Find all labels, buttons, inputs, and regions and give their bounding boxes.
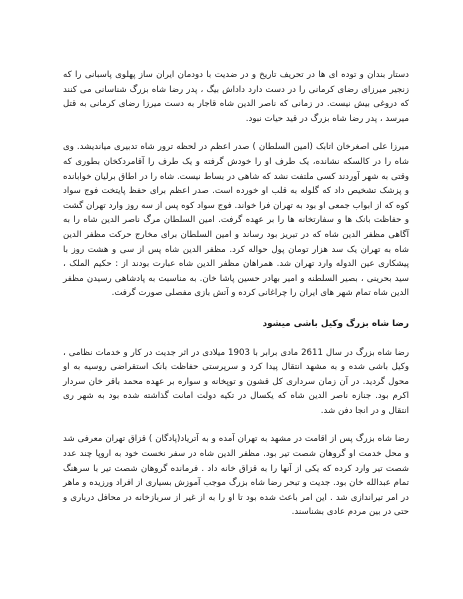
section-heading: رضا شاه بزرگ وکیل باشی میشود xyxy=(262,318,409,329)
paragraph-1: دستار بندان و توده ای ها در تحریف تاریخ و در ضدیت با دودمان ایران ساز پهلوی پاسبانی را که زنجیر میرزای رضای کرمانی را در دست دارد داداش بیگ ، پدر رضا شاه بزرگ شناسانی می کنند که دروغی بیش نیست. در زمانی که ناصر الدین شاه قاجار به دست میرزا رضای کرمانی به قتل میرسد ، پدر رضا شاه بزرگ در قید حیات نبود. xyxy=(63,70,409,124)
paragraph-2: میرزا علی اصغرخان اتابک (امین السلطان ) صدر اعظم در لحظه ترور شاه تدبیری میاندیشد. وی شاه را در کالسکه نشانده، یک طرف او را خودش گرفته و یک طرف را آقامردکخان بطوری که وقتی به شهر آوردند کسی ملتفت نشد که شاهی در بساط نیست. شاه را در اطاق برلیان خوابانده و پزشک تشخیص داد که گلوله به قلب او خورده است. صدر اعظم برای حفظ پایتخت فوج سواد کوه که از ابواب جمعی او بود به تهران فرا خواند. فوج سواد کوه پس از سه روز وارد تهران گشت و حفاظت بانک ها و سفارتخانه ها را بر عهده گرفت. امین السلطان مرگ ناصر الدین شاه را به آگاهی مظفر الدین شاه که در تبریز بود رساند و امین السلطان برای مخارج حرکت مظفر الدین شاه به تهران یک سد هزار تومان پول حواله کرد. مظفر الدین شاه پس از سی و هشت روز با پیشکاری عین الدوله وارد تهران شد. همراهان مظفر الدین شاه عبارت بودند از : حکیم الملک ، سید بحرینی ، بصیر السلطنه و امیر بهادر حسین پاشا خان. به مناسبت به پادشاهی رسیدن مظفر الدین شاه تمام شهر های ایران را چراغانی کرده و آتش بازی مفصلی صورت گرفت. xyxy=(63,142,409,299)
paragraph-3: رضا شاه بزرگ در سال 2611 مادی برابر با 1903 میلادی در اثر جدیت در کار و خدمات نظامی ، وکیل باشی شده و به مشهد انتقال پیدا کرد و سرپرستی حفاظت بانک استقراضی روسیه به او محول گردید. در آن زمان سرداری کل قشون و توپخانه و سواره بر عهده محمد باقر خان سردار اکرم بود. جنازه ناصر الدین شاه که یکسال در تکیه دولت امانت گذاشته شده بود به شهر ری انتقال و در انجا دفن شد. xyxy=(63,347,409,416)
document-page xyxy=(63,68,409,534)
paragraph-4: رضا شاه بزرگ پس از اقامت در مشهد به تهران آمده و به آتریاد(پادگان ) قزاق تهران معرفی شد و محل خدمت او گروهان شصت تیر بود. مظفر الدین شاه در سفر نخست خود به اروپا چند عدد شصت تیر وارد کرده که یکی از آنها را به قزاق خانه داد . فرمانده گروهان شصت تیر با سرهنگ تمام عبدالله خان بود. جدیت و تبحر رضا شاه بزرگ موجب آموزش بسیاری از افراد ورزیده و ماهر در امر تیراندازی شد . این امر باعث شده بود تا او را به از غیر از سربازخانه در محافل درباری و حتی در بین مردم عادی بشناسند. xyxy=(63,434,409,518)
